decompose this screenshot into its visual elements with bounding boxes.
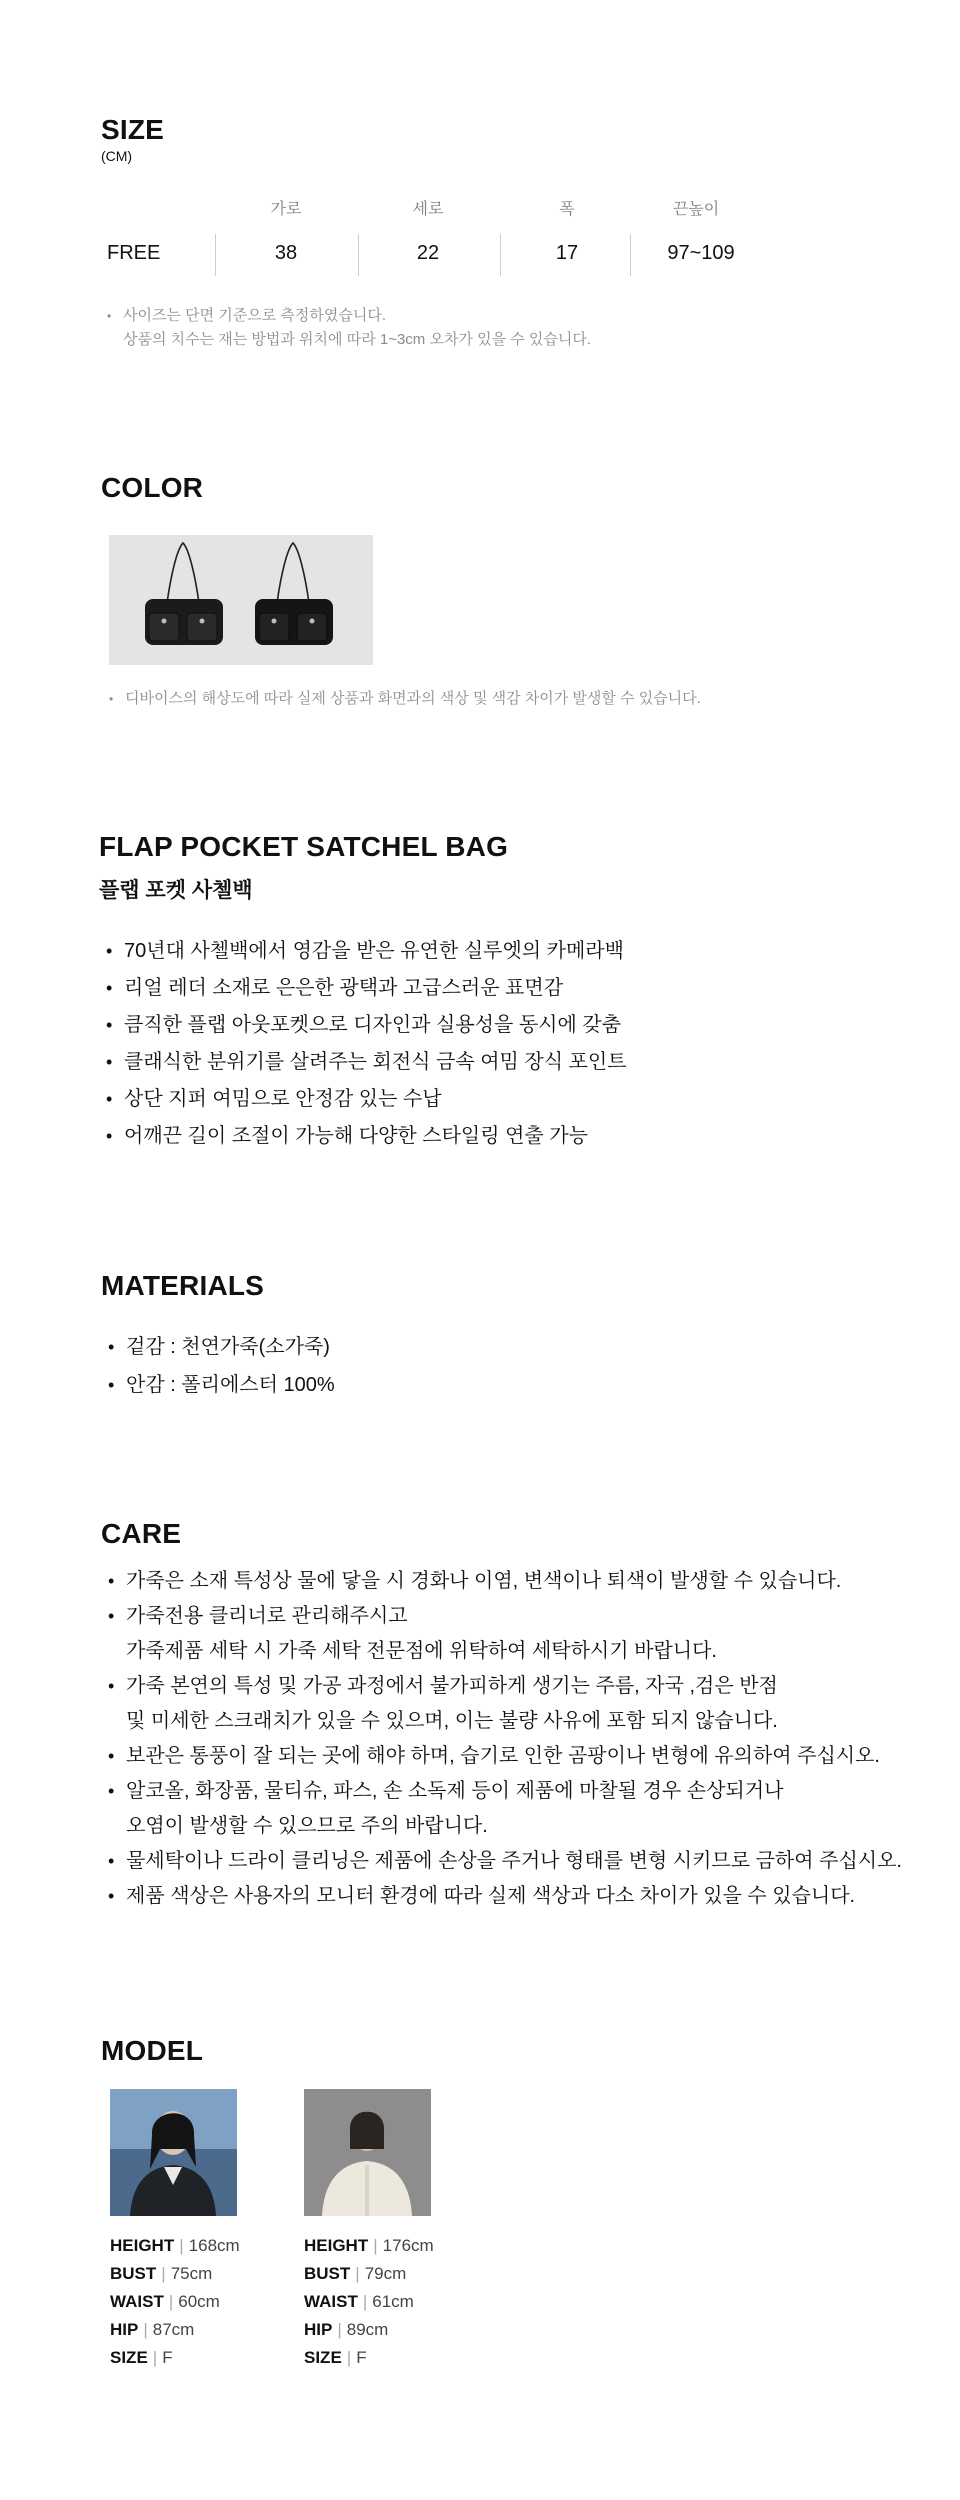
size-header-height: 세로 [412,201,444,218]
care-line: • 가죽 본연의 특성 및 가공 과정에서 불가피하게 생기는 주름, 자국 ,검은 반점 [126,1675,778,1697]
divider [358,234,359,276]
size-value-height: 22 [416,242,440,264]
divider [500,234,501,276]
materials-list [102,1330,882,1403]
list-item: • 어깨끈 길이 조절이 가능해 다양한 스타일링 연출 가능 [100,1119,880,1154]
list-item [102,1844,902,1879]
materials-title: MATERIALS [101,1270,265,1301]
care-line: • 가죽전용 클리너로 관리해주시고 [126,1605,408,1627]
model-1-specs: HEIGHT | 168cm BUST | 75cm WAIST | 60cm HIP | 87cm SIZE | F [110,2236,240,2367]
model-2-specs: HEIGHT | 176cm BUST | 79cm WAIST | 61cm HIP | 89cm SIZE | F [304,2236,434,2367]
care-line: 및 미세한 스크래치가 있을 수 있으며, 이는 불량 사유에 포함 되지 않습니다. [126,1710,778,1732]
care-line: 가죽제품 세탁 시 가죽 세탁 전문점에 위탁하여 세탁하시기 바랍니다. [126,1640,717,1662]
color-note-line: 디바이스의 해상도에 따라 실제 상품과 화면과의 색상 및 색감 차이가 발생할 수 있습니다. [125,690,701,707]
care-line: • 알코올, 화장품, 물티슈, 파스, 손 소독제 등이 제품에 마찰될 경우 손상되거나 [126,1780,784,1802]
list-item: • 리얼 레더 소재로 은은한 광택과 고급스러운 표면감 [100,971,880,1006]
list-item [102,1669,902,1739]
care-line: • 보관은 통풍이 잘 되는 곳에 해야 하며, 습기로 인한 곰팡이나 변형에 유의하여 주십시오. [126,1745,880,1767]
care-list [102,1564,902,1914]
care-line: • 제품 색상은 사용자의 모니터 환경에 따라 실제 색상과 다소 차이가 있을 수 있습니다. [126,1885,856,1907]
model-illustration [304,2089,431,2216]
list-item [102,1879,902,1914]
size-unit: (CM) [101,148,133,164]
color-note: • 디바이스의 해상도에 따라 실제 상품과 화면과의 색상 및 색감 차이가 발생할 수 있습니다. [125,687,701,711]
list-item [102,1739,902,1774]
model-photo-2 [304,2089,431,2216]
care-line: • 가죽은 소재 특성상 물에 닿을 시 경화나 이염, 변색이나 퇴색이 발생할 수 있습니다. [126,1570,842,1592]
list-item: • 클래식한 분위기를 살려주는 회전식 금속 여밈 장식 포인트 [100,1045,880,1080]
size-header-strap: 끈높이 [672,201,720,218]
size-note: • 사이즈는 단면 기준으로 측정하였습니다. 상품의 치수는 재는 방법과 위치에 따라 1~3cm 오차가 있을 수 있습니다. [123,304,591,352]
size-note-line: 사이즈는 단면 기준으로 측정하였습니다. [123,307,387,324]
list-item [102,1774,902,1844]
size-header-width: 가로 [270,201,302,218]
care-line: 오염이 발생할 수 있으므로 주의 바랍니다. [126,1815,488,1837]
size-title: SIZE [101,114,165,145]
size-header-depth: 폭 [559,201,575,218]
size-row-label: FREE [107,242,161,264]
care-title: CARE [101,1518,182,1549]
list-item: • 겉감 : 천연가죽(소가죽) [102,1330,882,1365]
size-value-depth: 17 [555,242,579,264]
bag-color-photo [109,535,373,665]
size-note-line: 상품의 치수는 재는 방법과 위치에 따라 1~3cm 오차가 있을 수 있습니다. [123,331,592,348]
feature-list [100,934,880,1154]
model-photo-1 [110,2089,237,2216]
care-line: • 물세탁이나 드라이 클리닝은 제품에 손상을 주거나 형태를 변형 시키므로 금하여 주십시오. [126,1850,902,1872]
list-item: • 상단 지퍼 여밈으로 안정감 있는 수납 [100,1082,880,1117]
list-item: • 70년대 사첼백에서 영감을 받은 유연한 실루엣의 카메라백 [100,934,880,969]
list-item [102,1599,902,1669]
size-value-strap: 97~109 [667,242,735,264]
model-illustration [110,2089,237,2216]
divider [630,234,631,276]
product-title-en: FLAP POCKET SATCHEL BAG [99,831,509,862]
divider [215,234,216,276]
bag-illustration [109,535,373,665]
list-item: • 안감 : 폴리에스터 100% [102,1368,882,1403]
color-title: COLOR [101,472,204,503]
product-title-ko: 플랩 포켓 사첼백 [99,879,253,902]
model-title: MODEL [101,2035,204,2066]
list-item: • 큼직한 플랩 아웃포켓으로 디자인과 실용성을 동시에 갖춤 [100,1008,880,1043]
list-item [102,1564,902,1599]
size-value-width: 38 [274,242,298,264]
